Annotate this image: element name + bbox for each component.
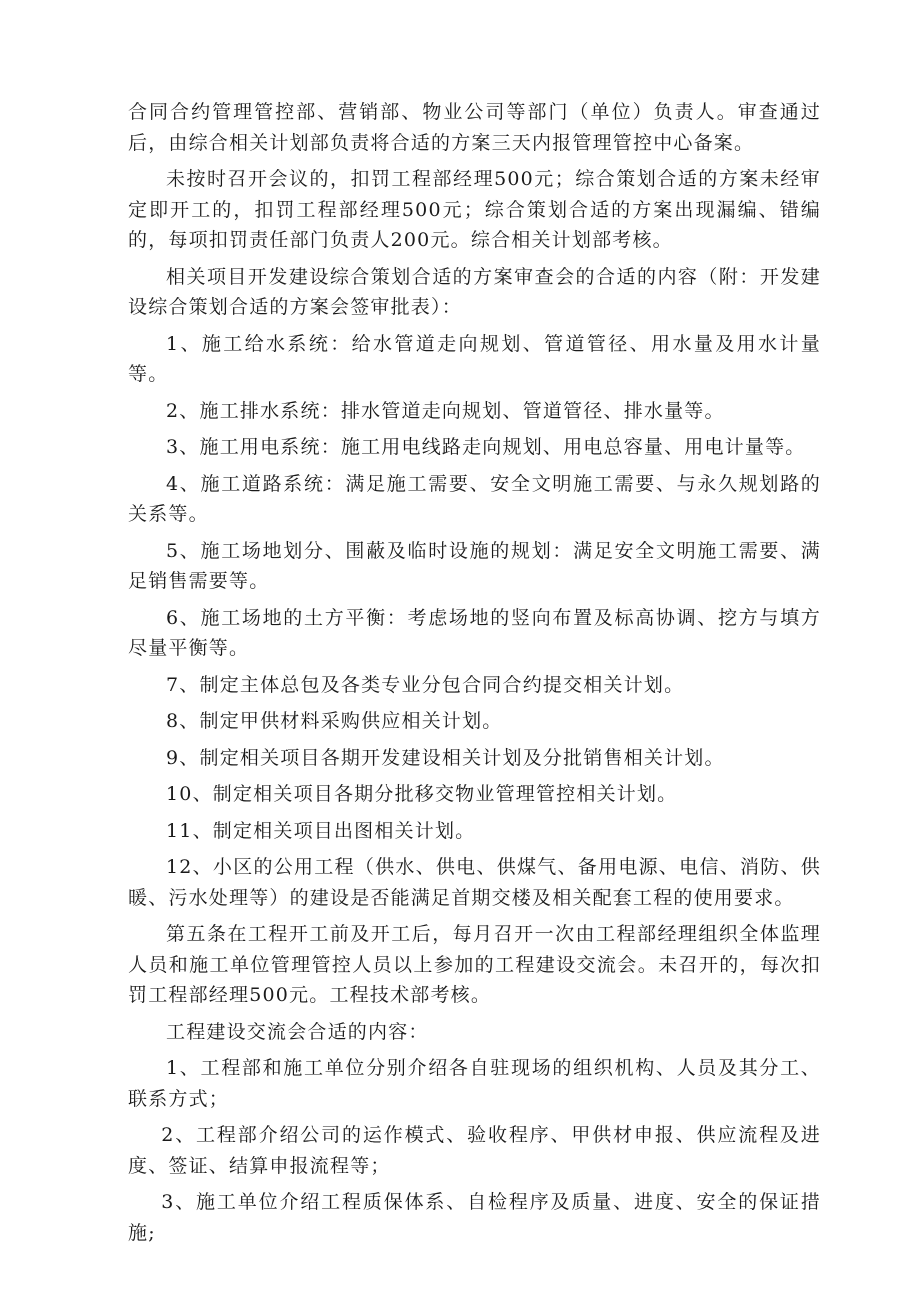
paragraph-penalty: 未按时召开会议的，扣罚工程部经理500元；综合策划合适的方案未经审定即开工的，扣罚工程部经理500元；综合策划合适的方案出现漏编、错编的，每项扣罚责任部门负责人200元。综合相关计划部考核。 xyxy=(128,168,821,251)
list-item: 1、工程部和施工单位分别介绍各自驻现场的组织机构、人员及其分工、联系方式； xyxy=(128,1057,821,1110)
list-item: 2、工程部介绍公司的运作模式、验收程序、甲供材申报、供应流程及进度、签证、结算申报流程等； xyxy=(128,1124,821,1177)
paragraph-review-content-intro: 相关项目开发建设综合策划合适的方案审查会的合适的内容（附：开发建设综合策划合适的方案会签审批表）： xyxy=(128,265,821,318)
list-item: 5、施工场地划分、围蔽及临时设施的规划：满足安全文明施工需要、满足销售需要等。 xyxy=(128,539,821,592)
list-item: 2、施工排水系统：排水管道走向规划、管道管径、排水量等。 xyxy=(166,399,725,422)
list-item: 1、施工给水系统：给水管道走向规划、管道管径、用水量及用水计量等。 xyxy=(128,332,821,385)
list-item: 3、施工单位介绍工程质保体系、自检程序及质量、进度、安全的保证措施; xyxy=(128,1191,821,1244)
list-item: 4、施工道路系统：满足施工需要、安全文明施工需要、与永久规划路的关系等。 xyxy=(128,472,821,525)
list-item: 10、制定相关项目各期分批移交物业管理管控相关计划。 xyxy=(166,783,678,805)
list-item: 11、制定相关项目出图相关计划。 xyxy=(166,819,476,842)
list-item: 6、施工场地的土方平衡：考虑场地的竖向布置及标高协调、挖方与填方尽量平衡等。 xyxy=(128,606,821,659)
list-item: 8、制定甲供材料采购供应相关计划。 xyxy=(166,710,503,732)
list-item: 3、施工用电系统：施工用电线路走向规划、用电总容量、用电计量等。 xyxy=(166,436,806,458)
list-item: 7、制定主体总包及各类专业分包合同合约提交相关计划。 xyxy=(166,673,685,696)
paragraph-article-five: 第五条在工程开工前及开工后，每月召开一次由工程部经理组织全体监理人员和施工单位管理管控人员以上参加的工程建设交流会。未召开的，每次扣罚工程部经理500元。工程技术部考核。 xyxy=(128,923,821,1006)
document-body xyxy=(128,97,821,1254)
paragraph-continuation: 合同合约管理管控部、营销部、物业公司等部门（单位）负责人。审查通过后，由综合相关计划部负责将合适的方案三天内报管理管控中心备案。 xyxy=(128,101,821,154)
list-item: 9、制定相关项目各期开发建设相关计划及分批销售相关计划。 xyxy=(166,746,725,769)
paragraph-meeting-content-intro: 工程建设交流会合适的内容： xyxy=(166,1020,429,1043)
list-item: 12、小区的公用工程（供水、供电、供煤气、备用电源、电信、消防、供暖、污水处理等）的建设是否能满足首期交楼及相关配套工程的使用要求。 xyxy=(128,856,821,909)
